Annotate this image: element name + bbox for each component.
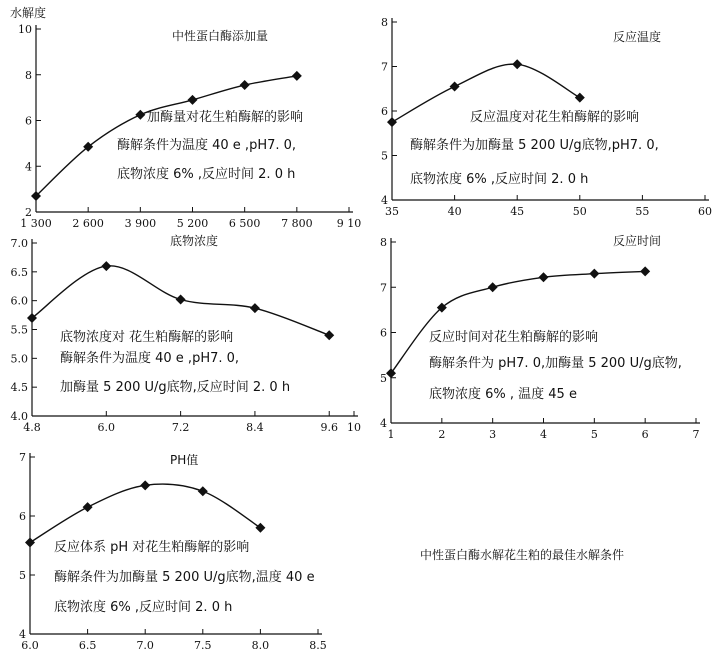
panel-1-y-axis-label: 水解度 — [10, 6, 47, 20]
panel-3-x-tick-label: 9.6 — [320, 421, 338, 434]
panel-2-x-tick-label: 60 — [698, 205, 712, 218]
panel-2-x-tick-label: 55 — [635, 205, 650, 218]
panel-1-data-point — [188, 95, 198, 105]
panel-3-y-tick-label: 4.5 — [10, 381, 28, 395]
panel-2-caption-line: 反应温度对花生粕酶解的影响 — [470, 110, 640, 125]
panel-4-y-tick-label: 7 — [380, 281, 387, 295]
panel-5-y-tick-label: 4 — [19, 628, 26, 641]
panel-4-y-tick-label: 8 — [380, 236, 387, 249]
panel-4-x-tick-label: 5 — [590, 428, 598, 441]
panel-5-x-tick-label: 7.0 — [136, 639, 154, 652]
panel-3-y-tick-label: 5.0 — [10, 352, 28, 366]
panel-1-caption-line: 加酶量对花生粕酶解的影响 — [147, 110, 304, 125]
panel-4-x-tick-label: 6 — [641, 428, 649, 441]
panel-4-data-point — [539, 272, 549, 282]
panel-1-y-tick-label: 8 — [25, 68, 32, 82]
panel-3-x-tick-label: 10 — [347, 421, 361, 434]
panel-1-data-point — [240, 80, 250, 90]
panel-4-data-point — [589, 269, 599, 279]
panel-3-y-tick-label: 5.5 — [10, 323, 28, 337]
panel-2-y-tick-label: 5 — [381, 149, 388, 163]
panel-1-x-tick-label: 5 200 — [176, 217, 209, 230]
panel-5-y-tick-label: 6 — [19, 510, 26, 523]
panel-3-y-tick-label: 7.0 — [10, 237, 28, 250]
panel-3-x-tick-label: 6.0 — [97, 421, 116, 434]
panel-2-data-point — [450, 82, 460, 92]
panel-1-x-tick-label: 7 800 — [281, 217, 313, 230]
panel-2-data-point — [387, 117, 397, 127]
panel-1-x-tick-label: 3 900 — [124, 217, 157, 230]
panel-3-data-point — [101, 261, 111, 271]
panel-5-caption-line: 酶解条件为加酶量 5 200 U/g底物,温度 40 e — [54, 570, 315, 585]
panel-5-caption-line: 反应体系 pH 对花生粕酶解的影响 — [54, 540, 250, 555]
panel-2-y-tick-label: 7 — [381, 60, 388, 74]
panel-5-x-tick-label: 6.5 — [78, 639, 97, 652]
panel-4-x-tick-label: 3 — [489, 428, 497, 441]
panel-3-caption-line: 底物浓度对 花生粕酶解的影响 — [60, 330, 234, 345]
panel-1-data-point — [292, 71, 302, 81]
panel-1-title: 中性蛋白酶添加量 — [172, 29, 269, 43]
panel-2-x-tick-label: 50 — [572, 205, 587, 218]
panel-4-data-point — [640, 266, 650, 276]
panel-4-caption-line: 反应时间对花生粕酶解的影响 — [429, 330, 599, 345]
panel-4-caption-line: 酶解条件为 pH7. 0,加酶量 5 200 U/g底物, — [429, 356, 682, 371]
panel-3-y-tick-label: 6.5 — [10, 265, 28, 279]
panel-3-data-point — [176, 295, 186, 305]
panel-4-data-point — [488, 282, 498, 292]
panel-2-y-tick-label: 8 — [381, 16, 388, 29]
panel-5-y-tick-label: 7 — [19, 451, 26, 464]
panel-3-y-tick-label: 4.0 — [10, 410, 28, 423]
panel-5-x-tick-label: 8.0 — [251, 639, 270, 652]
panel-1-y-tick-label: 2 — [25, 206, 32, 219]
panel-3-title: 底物浓度 — [170, 234, 219, 248]
panel-3-x-tick-label: 7.2 — [171, 421, 190, 434]
panel-2-x-tick-label: 45 — [510, 205, 525, 218]
panel-5-data-point — [198, 486, 208, 496]
panel-2-caption-line: 酶解条件为加酶量 5 200 U/g底物,pH7. 0, — [410, 138, 659, 153]
panel-4-title: 反应时间 — [612, 234, 661, 248]
panel-2-x-tick-label: 40 — [447, 205, 462, 218]
panel-3-x-tick-label: 4.8 — [23, 421, 41, 434]
panel-5-caption-line: 底物浓度 6% ,反应时间 2. 0 h — [54, 600, 233, 615]
panel-4-x-tick-label: 4 — [540, 428, 547, 441]
panel-3-data-point — [250, 303, 260, 313]
panel-4-y-tick-label: 4 — [380, 417, 387, 430]
panel-1-y-tick-label: 10 — [18, 23, 32, 36]
panel-5-series-line — [30, 484, 260, 542]
panel-2-x-tick-label: 35 — [385, 205, 399, 218]
panel-4-x-tick-label: 7 — [692, 428, 700, 441]
panel-2-data-point — [575, 93, 585, 103]
panel-5-y-tick-label: 5 — [19, 569, 26, 582]
panel-5-x-tick-label: 6.0 — [21, 639, 39, 652]
panel-1-x-tick-label: 2 600 — [72, 217, 104, 230]
panel-5-title: PH值 — [170, 453, 199, 467]
panel-4-y-tick-label: 6 — [380, 326, 387, 340]
footer-caption: 中性蛋白酶水解花生粕的最佳水解条件 — [420, 548, 625, 562]
panel-5-x-tick-label: 8.5 — [309, 639, 327, 652]
panel-5-data-point — [25, 538, 35, 548]
panel-2-y-tick-label: 4 — [381, 194, 388, 207]
panel-1-y-tick-label: 6 — [25, 114, 32, 128]
panel-5-data-point — [83, 502, 93, 512]
panel-1-data-point — [135, 110, 145, 120]
panel-3-x-tick-label: 8.4 — [246, 421, 264, 434]
panel-1-x-tick-label: 1 300 — [20, 217, 52, 230]
panel-4-x-tick-label: 1 — [387, 428, 395, 441]
panel-1-x-tick-label: 6 500 — [228, 217, 261, 230]
panel-1-x-tick-label: 9 10 — [336, 217, 362, 230]
panel-2-y-tick-label: 6 — [381, 105, 388, 118]
panel-4-x-tick-label: 2 — [438, 428, 446, 441]
panel-4-data-point — [386, 368, 396, 378]
panel-3-caption-line: 加酶量 5 200 U/g底物,反应时间 2. 0 h — [60, 380, 291, 395]
panel-1-y-tick-label: 4 — [25, 160, 32, 174]
panel-5-data-point — [255, 523, 265, 533]
panel-3-caption-line: 酶解条件为温度 40 e ,pH7. 0, — [60, 351, 240, 366]
panel-2-title: 反应温度 — [612, 30, 661, 44]
panel-5-data-point — [140, 480, 150, 490]
panel-4-y-tick-label: 5 — [380, 371, 387, 385]
panel-1-caption-line: 底物浓度 6% ,反应时间 2. 0 h — [117, 167, 296, 182]
panel-3-data-point — [324, 330, 334, 340]
panel-2-data-point — [512, 59, 522, 69]
panel-5-x-tick-label: 7.5 — [194, 639, 212, 652]
panel-4-caption-line: 底物浓度 6% , 温度 45 e — [429, 387, 577, 402]
panel-3-y-tick-label: 6.0 — [10, 294, 28, 308]
panel-1-caption-line: 酶解条件为温度 40 e ,pH7. 0, — [117, 138, 297, 153]
panel-2-caption-line: 底物浓度 6% ,反应时间 2. 0 h — [410, 172, 589, 187]
